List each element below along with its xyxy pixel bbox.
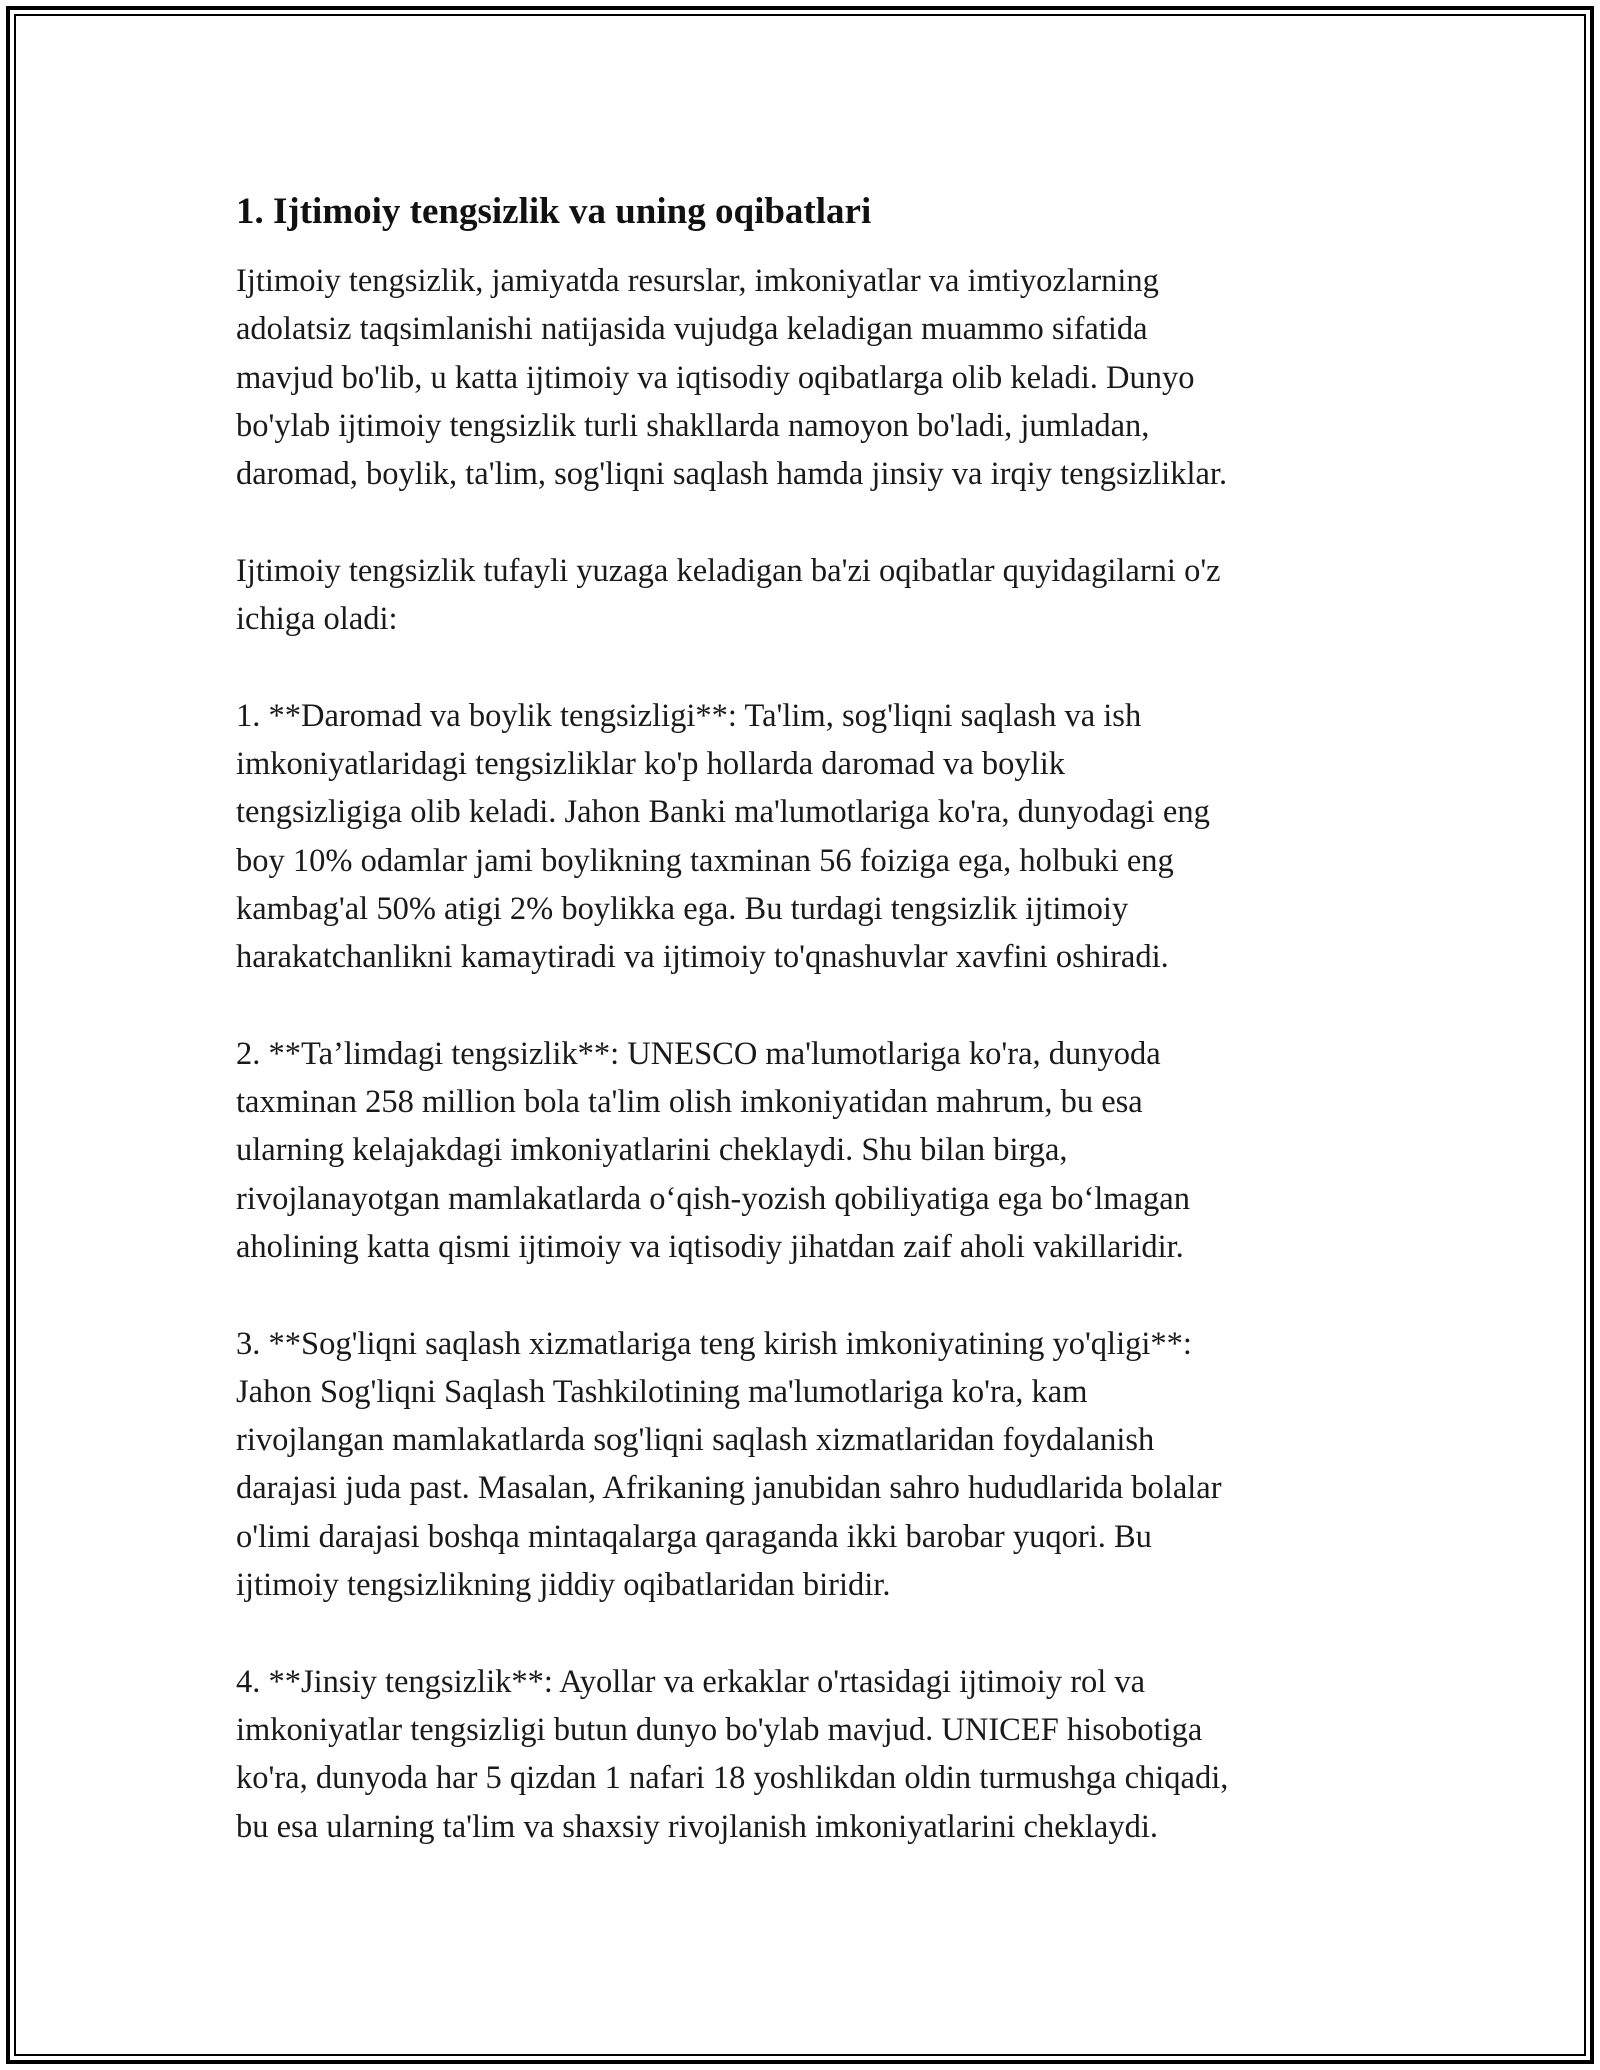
paragraph-intro: Ijtimoiy tengsizlik, jamiyatda resurslar, imkoniyatlar va imtiyozlarning adolatsiz taqsimlanishi natijasida vujudga keladigan muammo sifatida mavjud bo'lib, u katta ijtimoiy va iqtisodiy oqibatlarga olib keladi. Dunyo bo'ylab ijtimoiy tengsizlik turli shakllarda namoyon bo'ladi, jumladan, daromad, boylik, ta'lim, sog'liqni saqlash hamda jinsiy va irqiy tengsizliklar.	[236, 263, 1228, 493]
section-heading: 1. Ijtimoiy tengsizlik va uning oqibatlari	[236, 191, 872, 232]
paragraph-education: 2. **Ta’limdagi tengsizlik**: UNESCO ma'lumotlariga ko'ra, dunyoda taxminan 258 million bola ta'lim olish imkoniyatidan mahrum, bu esa ularning kelajakdagi imkoniyatlarini cheklaydi. Shu bilan birga, rivojlanayotgan mamlakatlarda o‘qish-yozish qobiliyatiga ega bo‘lmagan aholining katta qismi ijtimoiy va iqtisodiy jihatdan zaif aholi vakillaridir.	[236, 1035, 1190, 1265]
paragraph-income-wealth: 1. **Daromad va boylik tengsizligi**: Ta'lim, sog'liqni saqlash va ish imkoniyatlaridagi tengsizliklar ko'p hollarda daromad va boylik tengsizligiga olib keladi. Jahon Banki ma'lumotlariga ko'ra, dunyodagi eng boy 10% odamlar jami boylikning taxminan 56 foiziga ega, holbuki eng kambag'al 50% atigi 2% boylikka ega. Bu turdagi tengsizlik ijtimoiy harakatchanlikni kamaytiradi va ijtimoiy to'qnashuvlar xavfini oshiradi.	[236, 697, 1210, 976]
document-body	[236, 188, 1366, 1899]
paragraph-gender: 4. **Jinsiy tengsizlik**: Ayollar va erkaklar o'rtasidagi ijtimoiy rol va imkoniyatlar tengsizligi butun dunyo bo'ylab mavjud. UNICEF hisobotiga ko'ra, dunyoda har 5 qizdan 1 nafari 18 yoshlikdan oldin turmushga chiqadi, bu esa ularning ta'lim va shaxsiy rivojlanish imkoniyatlarini cheklaydi.	[236, 1663, 1229, 1845]
paragraph-consequences-lead: Ijtimoiy tengsizlik tufayli yuzaga keladigan ba'zi oqibatlar quyidagilarni o'z ichiga oladi:	[236, 552, 1221, 638]
paragraph-healthcare: 3. **Sog'liqni saqlash xizmatlariga teng kirish imkoniyatining yo'qligi**: Jahon Sog'liqni Saqlash Tashkilotining ma'lumotlariga ko'ra, kam rivojlangan mamlakatlarda sog'liqni saqlash xizmatlaridan foydalanish darajasi juda past. Masalan, Afrikaning janubidan sahro hududlarida bolalar o'limi darajasi boshqa mintaqalarga qaraganda ikki barobar yuqori. Bu ijtimoiy tengsizlikning jiddiy oqibatlaridan biridir.	[236, 1325, 1222, 1604]
